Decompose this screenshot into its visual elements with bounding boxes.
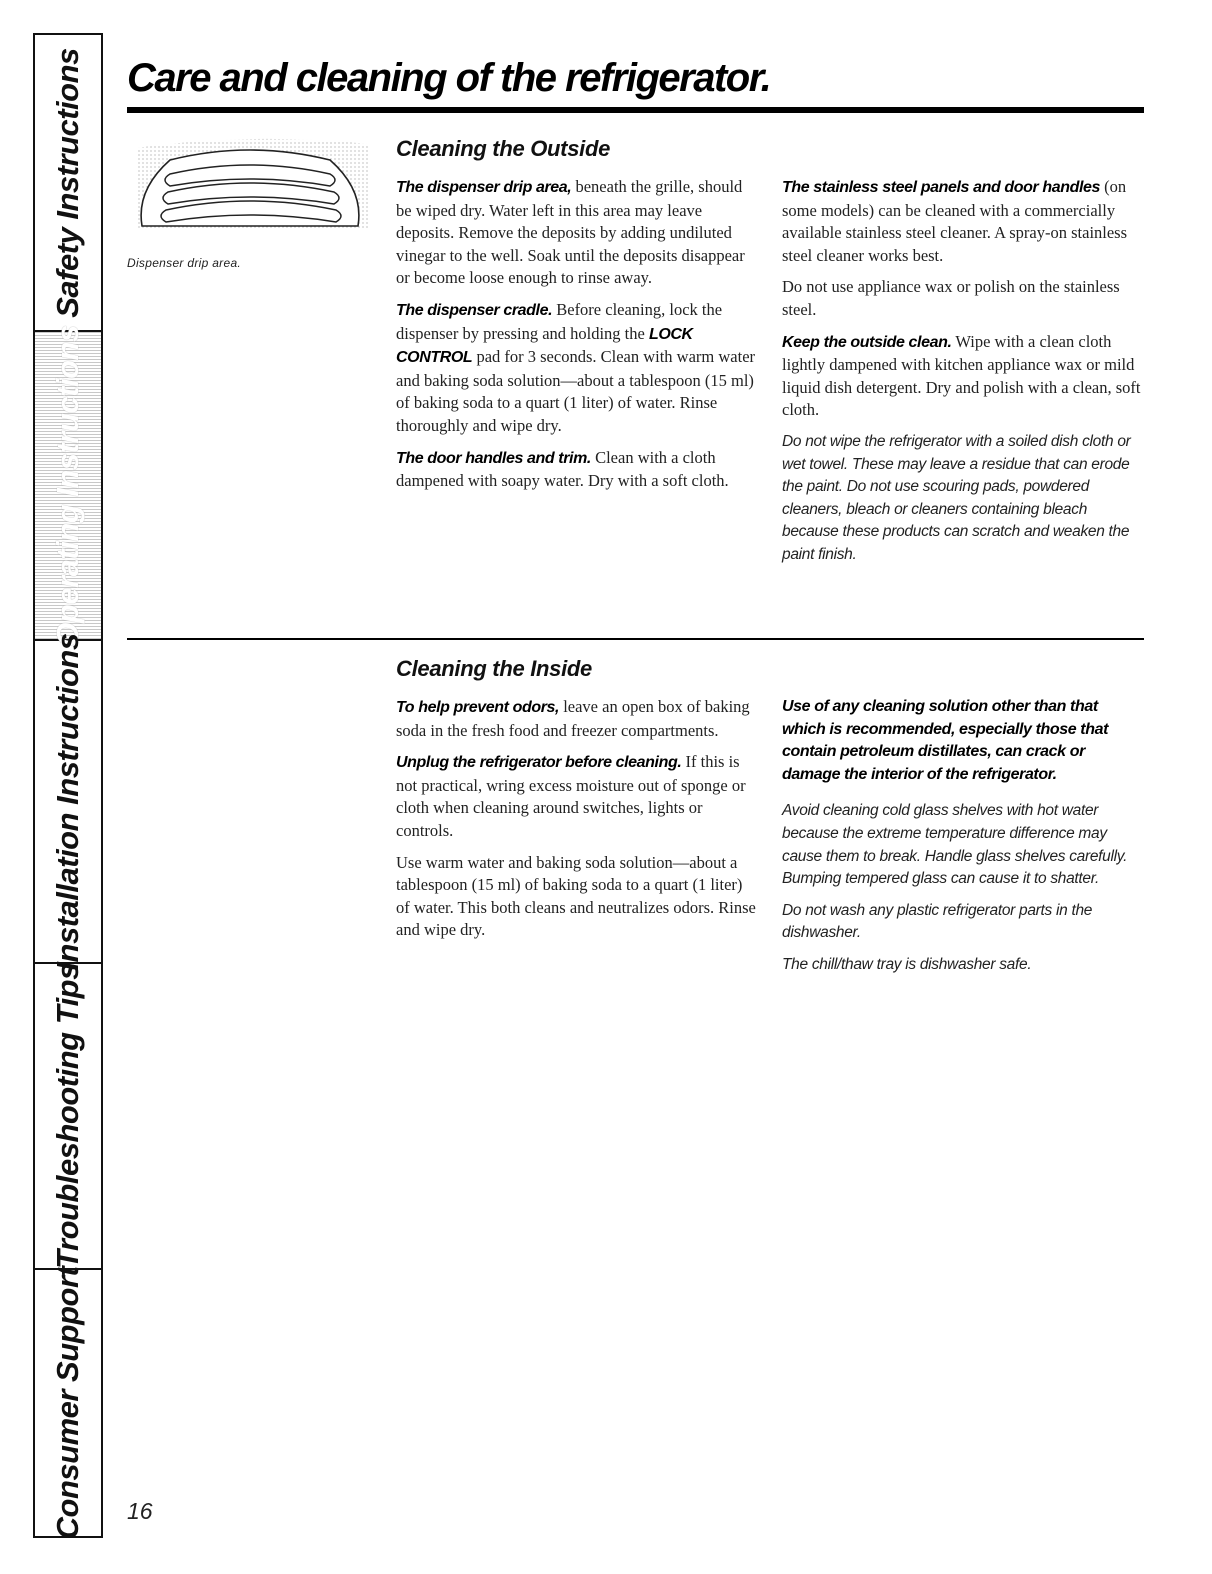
body-text: leave an open box of baking soda in the fresh food and freezer compartments. [396,697,750,740]
section-heading-inside: Cleaning the Inside [396,656,592,681]
caution-note: Avoid cleaning cold glass shelves with hot water because the extreme temperature difference may cause them to break. Handle glass shelves carefully. Bumping tempered glass can cause it to shatter. [782,802,1128,888]
inside-right-column [782,696,1142,986]
page-title: Care and cleaning of the refrigerator. [127,56,771,100]
paragraph [782,176,1146,267]
page-number: 16 [127,1498,153,1524]
body-text: beneath the grille, should be wiped dry. Water left in this area may leave deposits. Remove the deposits by adding undiluted vinegar to the well. Soak until the deposits disappear or become loose enough to rinse away. [396,177,745,288]
lead-in: Keep the outside clean. [782,333,952,351]
lock-control-label: LOCK CONTROL [396,325,693,367]
caution-note: Do not wash any plastic refrigerator parts in the dishwasher. [782,901,1093,942]
lead-in: To help prevent odors, [396,699,560,716]
caution-note: The chill/thaw tray is dishwasher safe. [782,955,1032,973]
paragraph: Use warm water and baking soda solution—about a tablespoon (15 ml) of baking soda to a quart (1 liter) of water. This both cleans and neutralizes odors. Rinse and wipe dry. [396,852,756,940]
tab-label: Installation Instructions [50,632,85,971]
lead-in: Unplug the refrigerator before cleaning. [396,754,682,772]
paragraph [396,696,756,742]
tab-label: Troubleshooting Tips [50,963,85,1269]
tab-consumer-support[interactable] [35,1266,101,1540]
tab-safety-instructions[interactable] [35,35,101,332]
section-tabs [33,33,103,1538]
paragraph [782,331,1146,422]
outside-left-column [396,176,758,502]
figure-caption: Dispenser drip area. [127,256,242,270]
paragraph [396,447,758,493]
body-text: Wipe with a clean cloth lightly dampened with kitchen appliance wax or mild liquid dish detergent. Dry and polish with a clean, soft cloth. [782,331,1141,420]
tab-troubleshooting-tips[interactable] [35,964,101,1270]
warning-text: Use of any cleaning solution other than that which is recommended, especially those that contain petroleum distillates, can crack or damage the interior of the refrigerator. [782,698,1109,783]
lead-in: The dispenser drip area, [396,179,572,196]
body-text: Before cleaning, lock the dispenser by pressing and holding the [396,299,723,343]
title-divider [127,107,1144,113]
paragraph: Do not use appliance wax or polish on the stainless steel. [782,277,1120,319]
tab-label: Consumer Support [50,1266,85,1540]
section-divider [127,638,1144,640]
paragraph [396,299,758,438]
paragraph [396,176,758,290]
body-text: pad for 3 seconds. Clean with warm water and baking soda solution—about a tablespoon (15 ml) of baking soda to a quart (1 liter) of water. Rinse thoroughly and wipe dry. [396,347,756,435]
inside-left-column [396,696,756,951]
paragraph [396,751,756,842]
section-heading-outside: Cleaning the Outside [396,136,611,161]
lead-in: The stainless steel panels and door handles [782,179,1101,196]
body-text: If this is not practical, wring excess moisture out of sponge or cloth when cleaning around switches, lights or controls. [396,752,746,840]
body-text: Clean with a cloth dampened with soapy water. Dry with a soft cloth. [396,447,729,491]
lead-in: The door handles and trim. [396,449,591,467]
outside-right-column [782,176,1146,576]
tab-operating-instructions[interactable] [35,324,101,647]
body-text: (on some models) can be cleaned with a commercially available stainless steel cleaner. A spray-on stainless steel cleaner works best. [782,177,1128,265]
tab-installation-instructions[interactable] [35,632,101,971]
tab-label: Operating Instructions [50,324,85,647]
dispenser-drip-area-illustration [130,130,375,250]
tab-label: Safety Instructions [50,47,85,318]
caution-note: Do not wipe the refrigerator with a soiled dish cloth or wet towel. These may leave a residue that can erode the paint. Do not use scouring pads, powdered cleaners, bleach or cleaners containing bleach because these products can scratch and weaken the paint finish. [782,432,1131,563]
lead-in: The dispenser cradle. [396,301,553,319]
